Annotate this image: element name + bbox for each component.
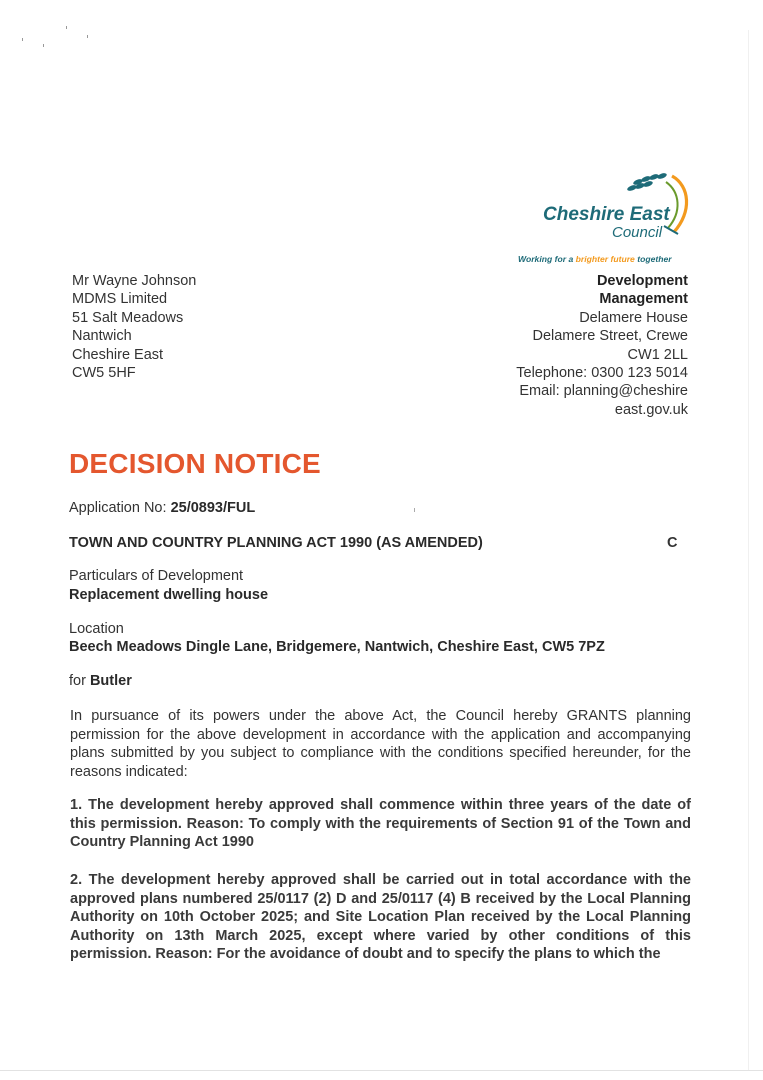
location-label: Location <box>69 621 124 637</box>
grant-statement: In pursuance of its powers under the above Act, the Council hereby GRANTS planning permission for the above development in accordance with the application and accompanying plans submitted by you subject to compliance with the conditions specified hereunder, for the reasons indicated: <box>70 708 691 780</box>
applicant-name: Butler <box>89 673 132 689</box>
recipient-line: MDMS Limited <box>72 291 168 308</box>
council-email-line1: Email: planning@cheshire <box>519 383 688 400</box>
scan-speck <box>87 35 88 38</box>
department-name-line2: Management <box>599 291 688 308</box>
application-number-row <box>69 500 255 516</box>
scan-edge <box>748 30 749 1070</box>
condition-2: 2. The development hereby approved shall be carried out in total accordance with the approved plans numbered 25/0117 (2) D and 25/0117 (4) B received by the Local Planning Authority on 10th October 2025; and Site Location Plan received by the Local Planning Authority on 13th March 2025, except where varied by other conditions of this permission. Reason: For the avoidance of doubt and to specify the plans to which the <box>70 872 691 963</box>
application-number: 25/0893/FUL <box>170 500 256 516</box>
council-address-line: CW1 2LL <box>627 346 688 363</box>
scan-speck <box>43 44 44 47</box>
council-email-line2: east.gov.uk <box>614 401 688 418</box>
recipient-line: Cheshire East <box>72 346 164 363</box>
document-title: DECISION NOTICE <box>69 448 321 479</box>
location-value: Beech Meadows Dingle Lane, Bridgemere, Nantwich, Cheshire East, CW5 7PZ <box>69 639 605 655</box>
scan-speck <box>414 508 415 512</box>
act-heading: TOWN AND COUNTRY PLANNING ACT 1990 (AS AMENDED) <box>69 535 483 551</box>
council-address <box>516 272 688 419</box>
recipient-address <box>72 272 196 382</box>
council-logo-graphic <box>512 168 690 268</box>
act-right-mark: C <box>667 535 678 551</box>
council-address-line: Delamere House <box>579 309 688 326</box>
scan-speck <box>66 26 67 29</box>
scan-speck <box>22 38 23 41</box>
condition-1: 1. The development hereby approved shall commence within three years of the date of this permission. Reason: To comply with the requirements of Section 91 of the Town and Country Planning Act 1990 <box>70 797 691 851</box>
recipient-line: CW5 5HF <box>72 365 136 382</box>
particulars-value: Replacement dwelling house <box>69 587 269 603</box>
application-number-label: Application No: <box>69 500 171 516</box>
recipient-line: Mr Wayne Johnson <box>72 273 197 289</box>
department-name-line1: Development <box>596 273 688 289</box>
logo-name-line1: Cheshire East <box>543 204 670 225</box>
applicant-row <box>69 673 132 689</box>
page-bottom-rule <box>0 1070 763 1071</box>
logo-name-line2: Council <box>612 224 663 241</box>
particulars-label: Particulars of Development <box>69 568 244 584</box>
logo-tagline: Working for a brighter future together <box>518 254 672 264</box>
council-logo <box>512 168 690 268</box>
recipient-line: 51 Salt Meadows <box>72 309 184 326</box>
recipient-line: Nantwich <box>72 328 132 345</box>
council-telephone: Telephone: 0300 123 5014 <box>516 365 688 382</box>
council-address-line: Delamere Street, Crewe <box>532 328 688 345</box>
applicant-label: for <box>69 673 90 689</box>
